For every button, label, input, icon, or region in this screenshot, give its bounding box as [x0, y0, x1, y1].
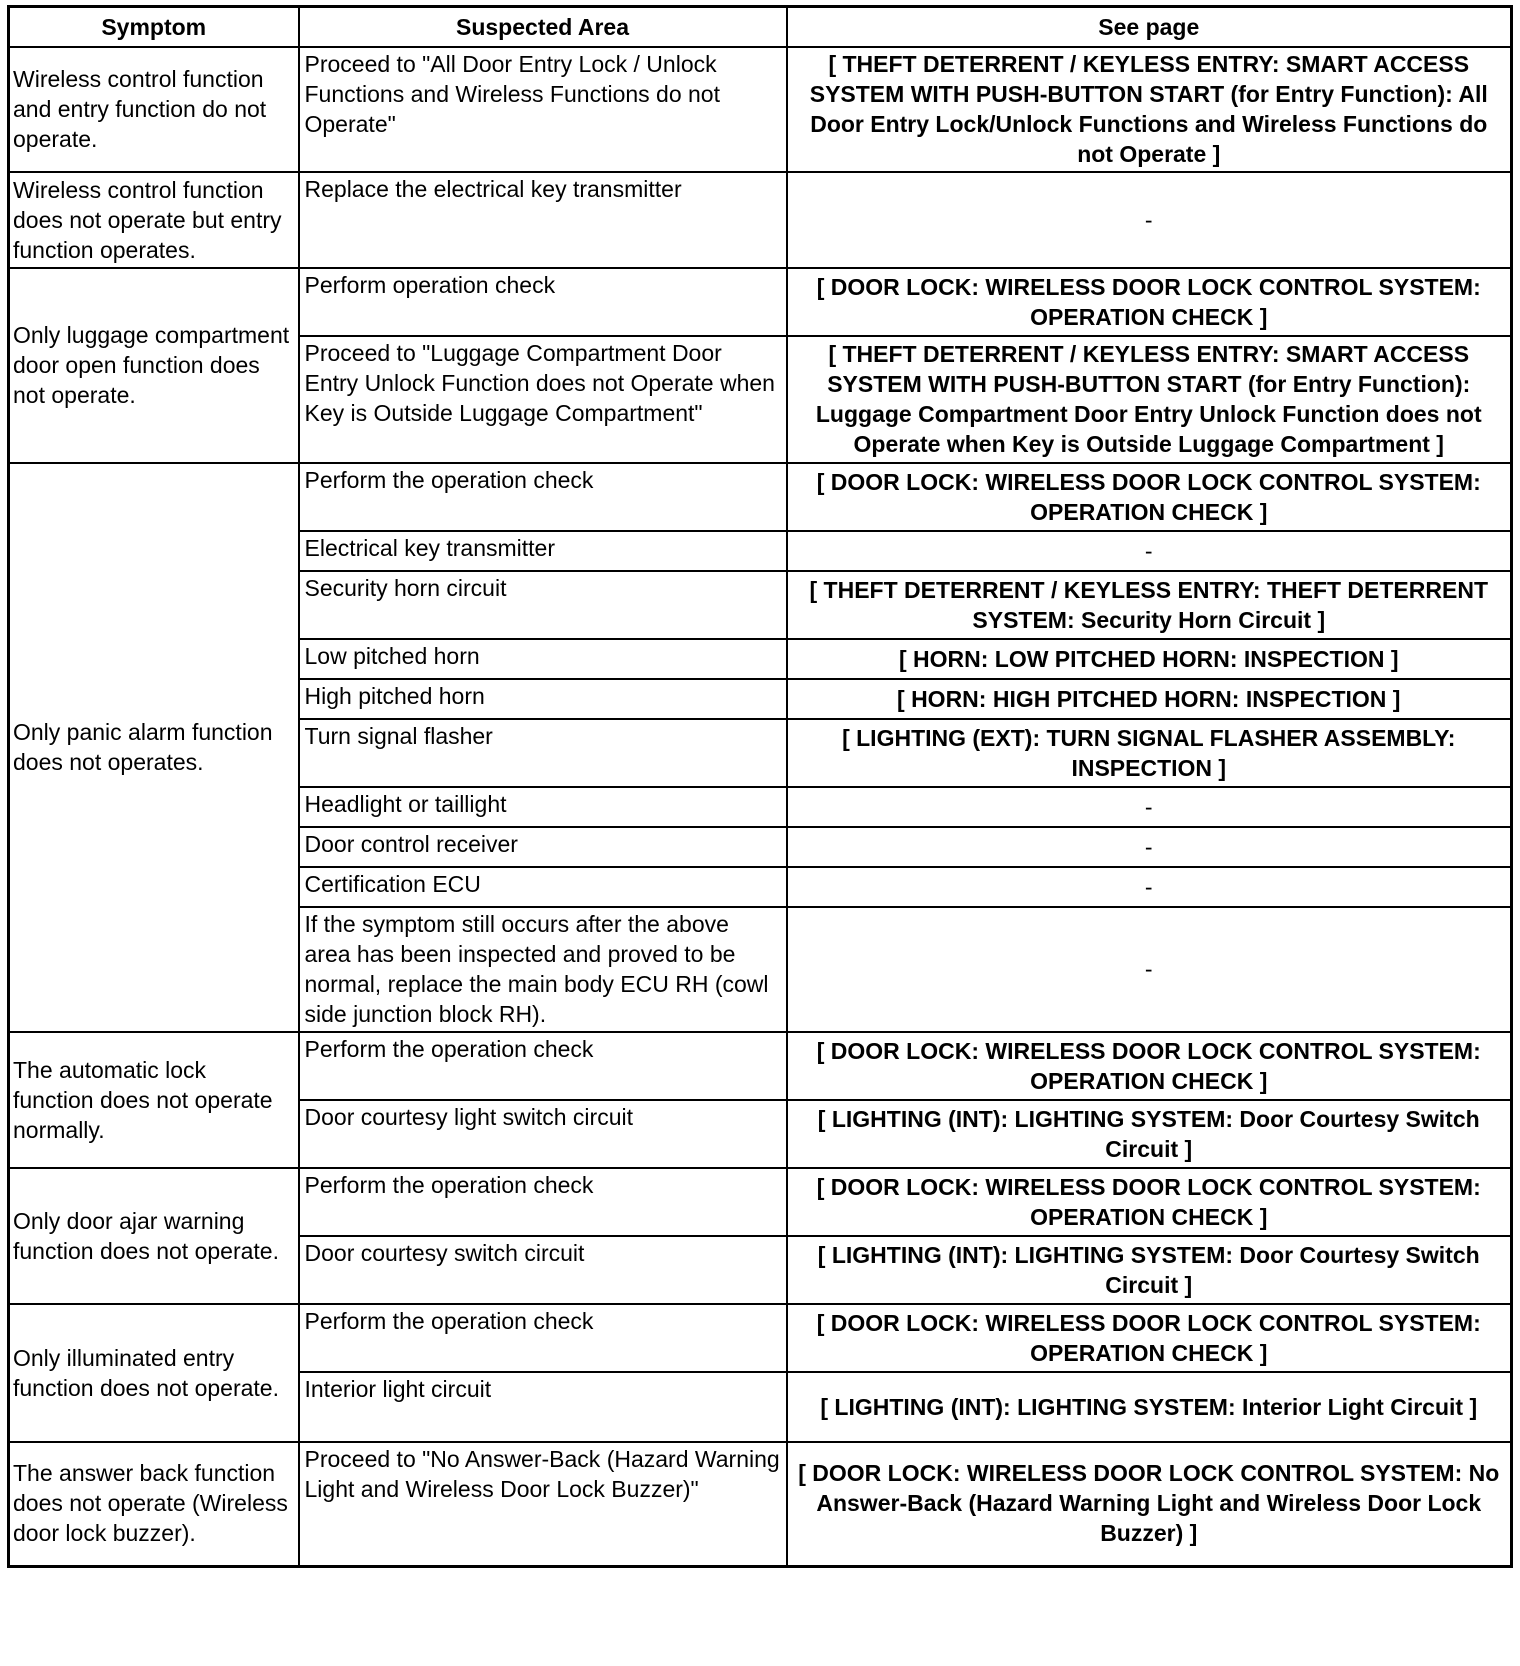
suspected-area-cell: Perform the operation check: [299, 1032, 787, 1100]
see-page-cell: -: [787, 907, 1512, 1032]
suspected-area-cell: Headlight or taillight: [299, 787, 787, 827]
suspected-area-cell: If the symptom still occurs after the above area has been inspected and proved to be normal, replace the main body ECU RH (cowl side junction block RH).: [299, 907, 787, 1032]
see-page-cell: [ LIGHTING (INT): LIGHTING SYSTEM: Door Courtesy Switch Circuit ]: [787, 1100, 1512, 1168]
table-row: [9, 463, 1512, 531]
see-page-cell: [ LIGHTING (INT): LIGHTING SYSTEM: Interior Light Circuit ]: [787, 1372, 1512, 1442]
symptom-cell: Only door ajar warning function does not operate.: [9, 1168, 299, 1304]
suspected-area-cell: Door control receiver: [299, 827, 787, 867]
header-see-page: See page: [787, 7, 1512, 48]
suspected-area-cell: Certification ECU: [299, 867, 787, 907]
see-page-cell: [ THEFT DETERRENT / KEYLESS ENTRY: THEFT DETERRENT SYSTEM: Security Horn Circuit ]: [787, 571, 1512, 639]
suspected-area-cell: Turn signal flasher: [299, 719, 787, 787]
suspected-area-cell: Replace the electrical key transmitter: [299, 172, 787, 268]
see-page-cell: [ DOOR LOCK: WIRELESS DOOR LOCK CONTROL SYSTEM: OPERATION CHECK ]: [787, 1304, 1512, 1372]
see-page-cell: -: [787, 867, 1512, 907]
symptom-cell: Wireless control function and entry function do not operate.: [9, 47, 299, 172]
see-page-cell: [ DOOR LOCK: WIRELESS DOOR LOCK CONTROL SYSTEM: OPERATION CHECK ]: [787, 1032, 1512, 1100]
suspected-area-cell: Door courtesy light switch circuit: [299, 1100, 787, 1168]
symptom-cell: Only panic alarm function does not operates.: [9, 463, 299, 1032]
suspected-area-cell: Door courtesy switch circuit: [299, 1236, 787, 1304]
table-row: [9, 1304, 1512, 1372]
suspected-area-cell: Electrical key transmitter: [299, 531, 787, 571]
table-row: [9, 172, 1512, 268]
suspected-area-cell: High pitched horn: [299, 679, 787, 719]
suspected-area-cell: Low pitched horn: [299, 639, 787, 679]
see-page-cell: [ THEFT DETERRENT / KEYLESS ENTRY: SMART ACCESS SYSTEM WITH PUSH-BUTTON START (for Entry Function): All Door Entry Lock/Unlock Functions and Wireless Functions do not Operate ]: [787, 47, 1512, 172]
see-page-cell: [ HORN: LOW PITCHED HORN: INSPECTION ]: [787, 639, 1512, 679]
suspected-area-cell: Perform the operation check: [299, 1168, 787, 1236]
suspected-area-cell: Proceed to "No Answer-Back (Hazard Warning Light and Wireless Door Lock Buzzer)": [299, 1442, 787, 1566]
suspected-area-cell: Perform the operation check: [299, 463, 787, 531]
table-row: [9, 1168, 1512, 1236]
header-symptom: Symptom: [9, 7, 299, 48]
suspected-area-cell: Perform the operation check: [299, 1304, 787, 1372]
see-page-cell: [ THEFT DETERRENT / KEYLESS ENTRY: SMART ACCESS SYSTEM WITH PUSH-BUTTON START (for Entry Function): Luggage Compartment Door Entry Unlock Function does not Operate when Key is Outside Luggage Compartment ]: [787, 336, 1512, 463]
symptom-table: [7, 5, 1513, 1568]
see-page-cell: [ DOOR LOCK: WIRELESS DOOR LOCK CONTROL SYSTEM: OPERATION CHECK ]: [787, 463, 1512, 531]
see-page-cell: -: [787, 787, 1512, 827]
table-body: [9, 47, 1512, 1566]
symptom-cell: The answer back function does not operate (Wireless door lock buzzer).: [9, 1442, 299, 1566]
suspected-area-cell: Perform operation check: [299, 268, 787, 336]
table-row: [9, 47, 1512, 172]
symptom-cell: Only luggage compartment door open function does not operate.: [9, 268, 299, 463]
table-row: [9, 1032, 1512, 1100]
suspected-area-cell: Interior light circuit: [299, 1372, 787, 1442]
suspected-area-cell: Proceed to "Luggage Compartment Door Entry Unlock Function does not Operate when Key is Outside Luggage Compartment": [299, 336, 787, 463]
header-suspected-area: Suspected Area: [299, 7, 787, 48]
see-page-cell: [ DOOR LOCK: WIRELESS DOOR LOCK CONTROL SYSTEM: OPERATION CHECK ]: [787, 1168, 1512, 1236]
table-row: [9, 1442, 1512, 1566]
see-page-cell: [ LIGHTING (EXT): TURN SIGNAL FLASHER ASSEMBLY: INSPECTION ]: [787, 719, 1512, 787]
see-page-cell: [ DOOR LOCK: WIRELESS DOOR LOCK CONTROL SYSTEM: No Answer-Back (Hazard Warning Light and Wireless Door Lock Buzzer) ]: [787, 1442, 1512, 1566]
symptom-cell: Only illuminated entry function does not operate.: [9, 1304, 299, 1442]
symptom-cell: The automatic lock function does not operate normally.: [9, 1032, 299, 1168]
see-page-cell: -: [787, 827, 1512, 867]
see-page-cell: [ HORN: HIGH PITCHED HORN: INSPECTION ]: [787, 679, 1512, 719]
see-page-cell: [ LIGHTING (INT): LIGHTING SYSTEM: Door Courtesy Switch Circuit ]: [787, 1236, 1512, 1304]
table-row: [9, 268, 1512, 336]
symptom-cell: Wireless control function does not operate but entry function operates.: [9, 172, 299, 268]
see-page-cell: -: [787, 172, 1512, 268]
see-page-cell: -: [787, 531, 1512, 571]
header-row: [9, 7, 1512, 48]
see-page-cell: [ DOOR LOCK: WIRELESS DOOR LOCK CONTROL SYSTEM: OPERATION CHECK ]: [787, 268, 1512, 336]
suspected-area-cell: Security horn circuit: [299, 571, 787, 639]
suspected-area-cell: Proceed to "All Door Entry Lock / Unlock Functions and Wireless Functions do not Operate": [299, 47, 787, 172]
